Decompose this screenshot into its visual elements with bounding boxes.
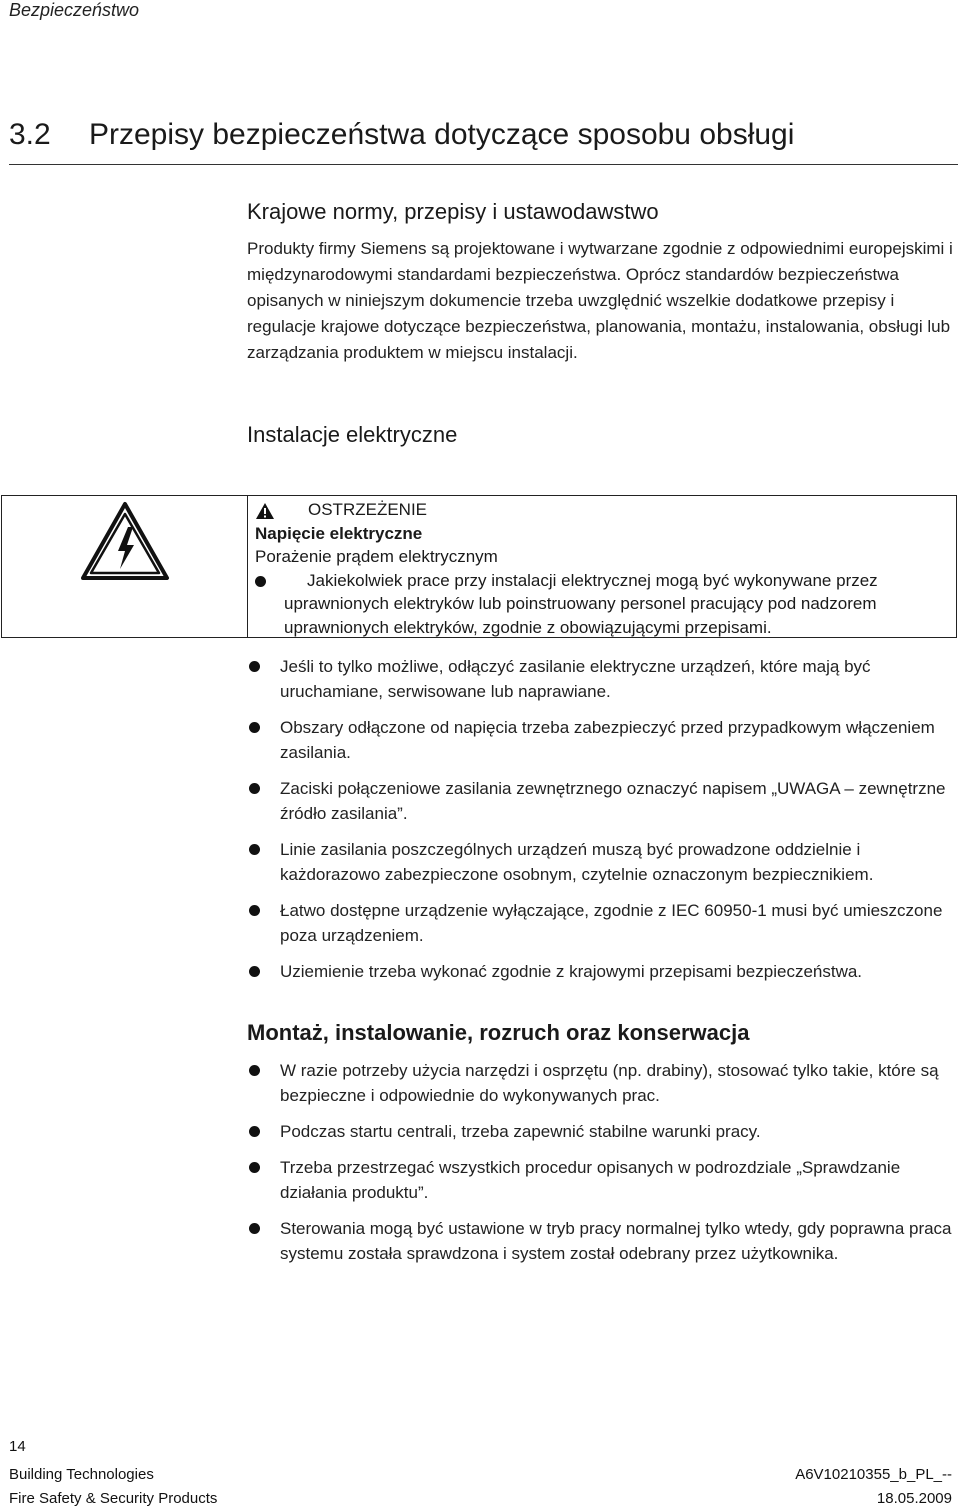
- footer-date: 18.05.2009: [876, 1490, 952, 1507]
- list-item-text: Obszary odłączone od napięcia trzeba zabezpieczyć przed przypadkowym włączeniem zasilania.: [280, 718, 935, 762]
- warning-content: [255, 498, 952, 639]
- section-heading-standards: Krajowe normy, przepisy i ustawodawstwo: [247, 199, 659, 224]
- list-item-text: Linie zasilania poszczególnych urządzeń muszą być prowadzone oddzielnie i każdorazowo zabezpieczone osobnym, czytelnie oznaczonym bezpiecznikiem.: [280, 840, 874, 884]
- bullet-icon: [249, 661, 260, 672]
- footer-company: Building Technologies: [9, 1466, 154, 1483]
- list-item: [247, 1216, 957, 1266]
- bullet-icon: [255, 569, 266, 593]
- list-item: [247, 837, 957, 887]
- bullet-icon: [249, 966, 260, 977]
- bullet-icon: [249, 1162, 260, 1173]
- installation-list: [247, 1058, 957, 1266]
- section-heading-installation: Montaż, instalowanie, rozruch oraz konserwacja: [247, 1020, 750, 1045]
- warning-measure: [255, 569, 952, 640]
- electrical-list: [247, 654, 957, 984]
- bullet-icon: [249, 783, 260, 794]
- section-heading-electrical: Instalacje elektryczne: [247, 422, 458, 447]
- bullet-icon: [249, 722, 260, 733]
- list-item-text: W razie potrzeby użycia narzędzi i osprzętu (np. drabiny), stosować tylko takie, które są bezpieczne i odpowiednie do wykonywanych prac.: [280, 1061, 939, 1105]
- list-item: [247, 1058, 957, 1108]
- list-item: [247, 776, 957, 826]
- list-item-text: Uziemienie trzeba wykonać zgodnie z krajowymi przepisami bezpieczeństwa.: [280, 962, 863, 981]
- warning-divider: [247, 496, 248, 637]
- list-item-text: Trzeba przestrzegać wszystkich procedur opisanych w podrozdziale „Sprawdzanie działania produktu”.: [280, 1158, 901, 1202]
- footer-division: Fire Safety & Security Products: [9, 1490, 218, 1507]
- warning-measure-text: Jakiekolwiek prace przy instalacji elektrycznej mogą być wykonywane przez uprawnionych elektryków lub poinstruowany personel pracujący pod nadzorem uprawnionych elektryków, zgodnie z obowiązującymi przepisami.: [284, 570, 878, 637]
- page-number: 14: [9, 1438, 26, 1455]
- warning-signal-word: OSTRZEŻENIE: [308, 500, 428, 519]
- warning-consequence: Porażenie prądem elektrycznym: [255, 547, 498, 566]
- list-item-text: Podczas startu centrali, trzeba zapewnić stabilne warunki pracy.: [280, 1122, 761, 1141]
- list-item: [247, 898, 957, 948]
- list-item: [247, 959, 957, 984]
- list-item: [247, 654, 957, 704]
- list-item: [247, 715, 957, 765]
- warning-title: [255, 498, 952, 522]
- bullet-icon: [249, 905, 260, 916]
- warning-hazard: Napięcie elektryczne: [255, 523, 423, 543]
- bullet-icon: [249, 1126, 260, 1137]
- warning-box: [1, 495, 957, 638]
- chapter-title: [9, 118, 794, 152]
- list-item-text: Łatwo dostępne urządzenie wyłączające, zgodnie z IEC 60950-1 musi być umieszczone poza urządzeniem.: [280, 901, 943, 945]
- bullet-icon: [249, 1065, 260, 1076]
- footer-doc-id: A6V10210355_b_PL_--: [795, 1466, 952, 1483]
- chapter-title-text: Przepisy bezpieczeństwa dotyczące sposobu obsługi: [89, 118, 795, 151]
- chapter-rule: [9, 164, 958, 165]
- list-item-text: Jeśli to tylko możliwe, odłączyć zasilanie elektryczne urządzeń, które mają być uruchamiane, serwisowane lub naprawiane.: [280, 657, 871, 701]
- electrical-hazard-icon: [80, 501, 170, 581]
- running-header: Bezpieczeństwo: [9, 0, 140, 20]
- list-item-text: Sterowania mogą być ustawione w tryb pracy normalnej tylko wtedy, gdy poprawna praca systemu została sprawdzona i system został odebrany przez użytkownika.: [280, 1219, 952, 1263]
- bullet-icon: [249, 1223, 260, 1234]
- bullet-icon: [249, 844, 260, 855]
- chapter-number: 3.2: [9, 118, 51, 151]
- list-item: [247, 1119, 957, 1144]
- list-item-text: Zaciski połączeniowe zasilania zewnętrznego oznaczyć napisem „UWAGA – zewnętrzne źródło zasilania”.: [280, 779, 946, 823]
- list-item: [247, 1155, 957, 1205]
- section-paragraph-standards: Produkty firmy Siemens są projektowane i wytwarzane zgodnie z odpowiednimi europejskimi i międzynarodowymi standardami bezpieczeństwa. Oprócz standardów bezpieczeństwa opisanych w niniejszym dokumencie trzeba uwzględnić wszelkie dodatkowe przepisy i regulacje krajowe dotyczące bezpieczeństwa, planowania, montażu, instalowania, obsługi lub zarządzania produktem w miejscu instalacji.: [247, 239, 953, 362]
